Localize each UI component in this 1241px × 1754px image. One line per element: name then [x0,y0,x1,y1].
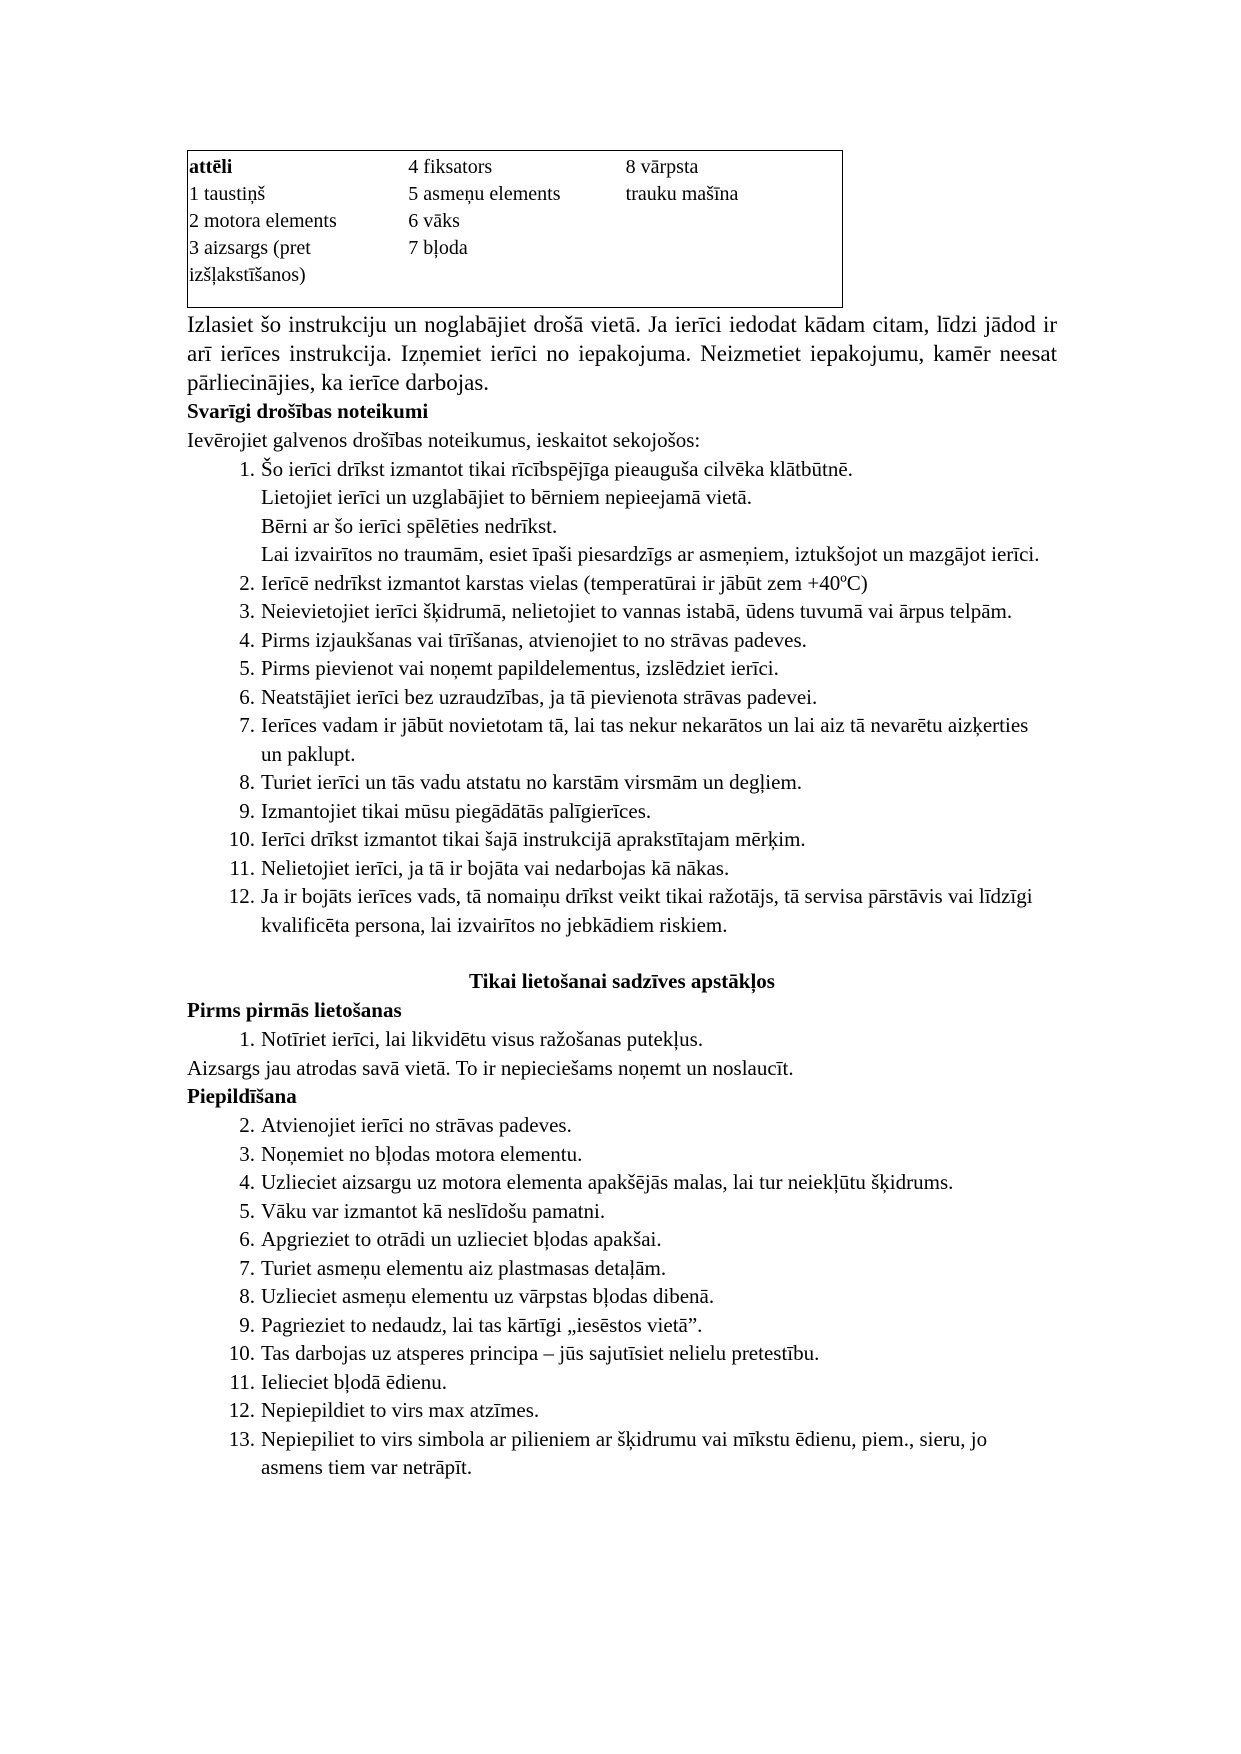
legend-item: 3 aizsargs (pret izšļakstīšanos) [189,237,311,286]
list-item-text: Ierīci drīkst izmantot tikai šajā instrukcijā aprakstītajam mērķim. [261,827,806,851]
list-item-text: Noņemiet no bļodas motora elementu. [261,1141,583,1166]
list-item [187,882,1057,939]
safety-heading: Svarīgi drošības noteikumi [187,399,429,423]
list-item [187,854,1057,883]
list-item-number: 3. [239,1141,255,1166]
list-item-number: 7. [239,1255,255,1280]
list-item [187,626,1057,655]
list-item-text: Notīriet ierīci, lai likvidētu visus ražošanas putekļus. [261,1027,704,1051]
legend-item: 8 vārpsta [625,156,699,178]
list-item [187,654,1057,683]
list-item [187,1311,1057,1340]
list-item [187,1140,1057,1169]
first-use-note: Aizsargs jau atrodas savā vietā. To ir nepieciešams noņemt un noslaucīt. [187,1055,794,1080]
list-item [187,825,1057,854]
list-item-number: 2. [239,570,255,595]
parts-legend-table [187,150,843,308]
list-item [187,1197,1057,1226]
list-item-text: Izmantojiet tikai mūsu piegādātās palīgierīces. [261,798,652,823]
legend-item: 1 taustiņš [189,183,266,205]
list-item-number: 12. [228,884,255,908]
list-item-number: 13. [228,1426,255,1451]
safety-list [187,455,1057,940]
list-item [187,1425,1057,1482]
intro-paragraph: Izlasiet šo instrukciju un noglabājiet drošā vietā. Ja ierīci iedodat kādam citam, līdzi jādod ir arī ierīces instrukcija. Izņemiet ierīci no iepakojuma. Neizmetiet iepakojumu, kamēr neesat pārliecinājies, ka ierīce darbojas. [187,312,1057,395]
list-item [187,569,1057,598]
list-item-number: 9. [239,798,255,823]
list-item-number: 6. [239,1227,255,1251]
legend-item: 4 fiksators [408,156,493,178]
list-item [187,683,1057,712]
list-item [187,711,1057,768]
list-item-text: Uzlieciet asmeņu elementu uz vārpstas bļodas dibenā. [261,1284,715,1308]
list-item-number: 2. [239,1113,255,1137]
list-item-text: Atvienojiet ierīci no strāvas padeves. [261,1113,572,1137]
list-item [187,768,1057,797]
list-item-text: Ierīcē nedrīkst izmantot karstas vielas (temperatūrai ir jābūt zem +40ºC) [261,570,868,595]
list-item [187,597,1057,626]
list-item-text: Neievietojiet ierīci šķidrumā, nelietojiet to vannas istabā, ūdens tuvumā vai ārpus telpām. [261,599,1013,623]
list-item [187,797,1057,826]
list-item-text: Nepiepildiet to virs max atzīmes. [261,1398,540,1422]
legend-item: 6 vāks [408,210,460,232]
list-item-number: 10. [228,1341,255,1365]
list-item [187,1254,1057,1283]
household-title: Tikai lietošanai sadzīves apstākļos [469,969,775,993]
list-item-text: Turiet ierīci un tās vadu atstatu no karstām virsmām un degļiem. [261,770,803,794]
list-item [187,1368,1057,1397]
filling-heading: Piepildīšana [187,1084,297,1108]
list-item-number: 9. [239,1312,255,1337]
list-item [187,1225,1057,1254]
list-item [187,1025,1057,1054]
safety-lead: Ievērojiet galvenos drošības noteikumus, ieskaitot sekojošos: [187,428,701,452]
legend-column-2 [407,151,624,307]
list-item-number: 10. [228,827,255,851]
list-item-text: Ierīces vadam ir jābūt novietotam tā, lai tas nekur nekarātos un lai aiz tā nevarētu aizķerties un paklupt. [261,713,1034,766]
list-item-text: Pirms izjaukšanas vai tīrīšanas, atvienojiet to no strāvas padeves. [261,627,807,652]
legend-item: 5 asmeņu elements [408,183,561,205]
list-item-number: 4. [239,1170,255,1194]
list-item-text: Nepiepiliet to virs simbola ar pilieniem ar šķidrumu vai mīkstu ēdienu, piem., sieru, jo asmens tiem var netrāpīt. [261,1426,993,1479]
list-item-text: Vāku var izmantot kā neslīdošu pamatni. [261,1198,606,1223]
list-item-number: 12. [228,1398,255,1422]
filling-list [187,1111,1057,1482]
list-item [187,1339,1057,1368]
legend-item: trauku mašīna [625,183,739,205]
list-item-text: Nelietojiet ierīci, ja tā ir bojāta vai nedarbojas kā nākas. [261,855,730,880]
list-item-number: 3. [239,599,255,623]
list-item-text: Turiet asmeņu elementu aiz plastmasas detaļām. [261,1255,667,1280]
list-item-text: Ielieciet bļodā ēdienu. [261,1369,447,1394]
list-item-text: Tas darbojas uz atsperes principa – jūs sajutīsiet nelielu pretestību. [261,1341,820,1365]
list-item [187,1282,1057,1311]
list-item-number: 5. [239,1198,255,1223]
list-item-number: 8. [239,770,255,794]
legend-column-3 [625,151,842,307]
list-item [187,1396,1057,1425]
legend-item: 2 motora elements [189,210,337,232]
list-item-text: Šo ierīci drīkst izmantot tikai rīcībspējīga pieauguša cilvēka klātbūtnē. Lietojiet ierīci un uzglabājiet to bērniem nepieejamā vietā. Bērni ar šo ierīci spēlēties nedrīkst. Lai izvairītos no traumām, esiet īpaši piesardzīgs ar asmeņiem, iztukšojot un mazgājot ierīci. [261,456,1040,566]
list-item-text: Uzlieciet aizsargu uz motora elementa apakšējās malas, lai tur neiekļūtu šķidrums. [261,1170,954,1194]
list-item-number: 1. [239,456,255,481]
list-item-text: Pagrieziet to nedaudz, lai tas kārtīgi „iesēstos vietā”. [261,1312,703,1337]
legend-item: 7 bļoda [408,237,468,259]
document-page [187,150,1057,1482]
list-item-number: 8. [239,1284,255,1308]
list-item-text: Neatstājiet ierīci bez uzraudzības, ja tā pievienota strāvas padevei. [261,684,818,709]
list-item-text: Apgrieziet to otrādi un uzlieciet bļodas apakšai. [261,1227,662,1251]
first-use-list [187,1025,1057,1054]
list-item [187,455,1057,569]
list-item-text: Pirms pievienot vai noņemt papildelementus, izslēdziet ierīci. [261,656,779,680]
list-item [187,1111,1057,1140]
list-item-number: 5. [239,656,255,680]
list-item [187,1168,1057,1197]
list-item-number: 1. [239,1027,255,1051]
list-item-number: 11. [229,855,255,880]
list-item-number: 6. [239,684,255,709]
legend-title: attēli [189,156,233,178]
first-use-heading: Pirms pirmās lietošanas [187,998,402,1022]
legend-column-1 [188,151,407,307]
list-item-number: 7. [239,713,255,737]
list-item-number: 11. [229,1369,255,1394]
list-item-number: 4. [239,627,255,652]
list-item-text: Ja ir bojāts ierīces vads, tā nomaiņu drīkst veikt tikai ražotājs, tā servisa pārstāvis vai līdzīgi kvalificēta persona, lai izvairītos no jebkādiem riskiem. [261,884,1038,937]
